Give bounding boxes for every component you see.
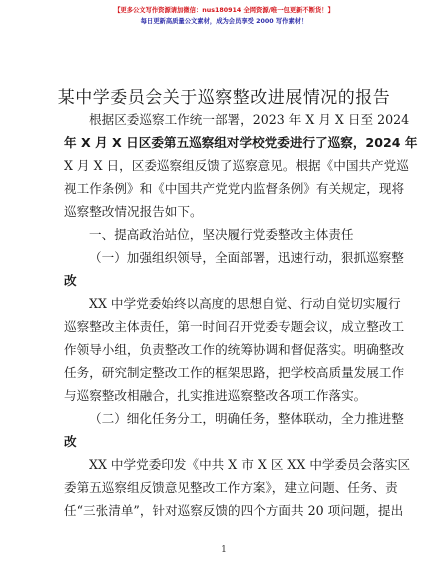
body-line: XX 中学党委印发《中共 X 市 X 区 XX 中学委员会落实区 [89, 457, 411, 472]
document-title: 某中学委员会关于巡察整改进展情况的报告 [57, 88, 391, 108]
page-number: 1 [221, 545, 227, 555]
subsection-heading: 改 [64, 273, 77, 288]
body-line: X 月 X 日，区委巡察组反馈了巡察意见。根据《中国共产党巡 [64, 158, 409, 173]
body-line: 任务，研究制定整改工作的框架思路，把学校高质量发展工作 [64, 365, 405, 380]
promo-banner-line-2: 每日更新高质量公文素材，成为会员享受 2000 写作素材！ [140, 18, 308, 25]
body-line: 根据区委巡察工作统一部署，2023 年 X 月 X 日至 2024 [89, 112, 410, 127]
subsection-heading: 改 [64, 434, 77, 449]
body-line: 作领导小组，负责整改工作的统筹协调和督促落实。明确整改 [64, 342, 405, 357]
section-heading: 一、提高政治站位，坚决履行党委整改主体责任 [89, 227, 354, 242]
body-line: 视工作条例》和《中国共产党党内监督条例》有关规定，现将 [64, 181, 405, 196]
subsection-heading: （二）细化任务分工，明确任务，整体联动，全力推进整 [89, 411, 404, 426]
body-line: 与巡察整改相融合，扎实推进巡察整改各项工作落实。 [64, 388, 367, 403]
body-line: XX 中学党委始终以高度的思想自觉、行动自觉切实履行 [89, 296, 401, 311]
body-line: 年 X 月 X 日区委第五巡察组对学校党委进行了巡察，2024 年 [64, 135, 418, 150]
promo-banner-line-1: 【更多公文写作资源请加微信：nus180914 全网资源/唯一包更新不断货！】 [114, 7, 334, 14]
subsection-heading: （一）加强组织领导，全面部署，迅速行动，狠抓巡察整 [89, 250, 404, 265]
body-line: 委第五巡察组反馈意见整改工作方案》，建立问题、任务、责 [64, 480, 398, 495]
body-line: 巡察整改主体责任，第一时间召开党委专题会议，成立整改工 [64, 319, 405, 334]
body-line: 任“三张清单”，针对巡察反馈的四个方面共 20 项问题，提出 [64, 503, 404, 518]
body-line: 巡察整改情况报告如下。 [64, 204, 203, 219]
